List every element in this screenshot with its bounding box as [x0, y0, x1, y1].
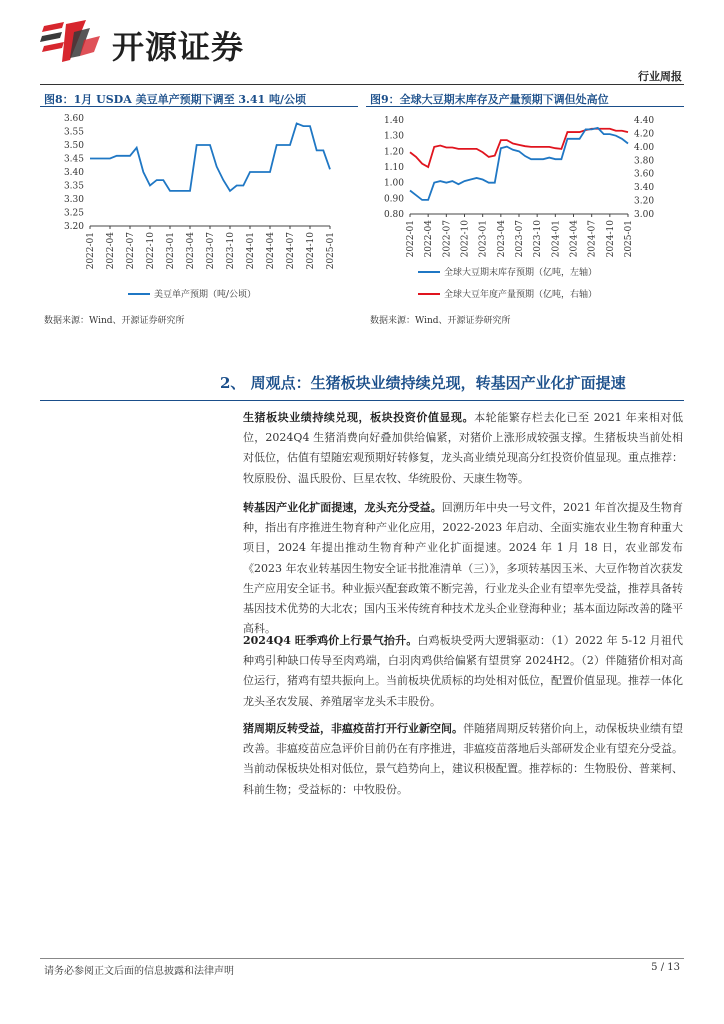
- y-tick-label: 3.25: [63, 208, 84, 219]
- figure9-chart: [366, 108, 686, 308]
- x-tick-label: 2024-07: [587, 220, 598, 258]
- figure9-title-underline: [366, 106, 684, 107]
- paragraph-hog-lead: 生猪板块业绩持续兑现，板块投资价值显现。: [243, 411, 475, 424]
- paragraph-gmo-body: 回溯历年中央一号文件，2021 年首次提及生物育种，指出有序推进生物育种产业化应用，2022-2023 年启动、全面实施农业生物育种重大项目，2024 年提出推动生物育种产业化扩面提速。2024 年 1 月 18 日，农业部发布《2023 年农业转基因生物安全证书批准清单（三）》，多项转基因玉米、大豆作物首次获发生产应用安全证书。种业振兴配套政策不断完善，行业龙头企业有望率先受益，推荐具备转基因技术优势的大北农；国内玉米传统育种技术龙头企业登海种业；基本面边际改善的隆平高科。: [243, 501, 683, 636]
- legend-label-yield: 美豆单产预期（吨/公顷）: [154, 290, 257, 300]
- y-left-tick-label: 1.00: [383, 178, 404, 189]
- y-tick-label: 3.60: [63, 114, 84, 124]
- x-tick-label: 2023-04: [186, 232, 196, 270]
- x-tick-label: 2024-10: [605, 219, 616, 258]
- y-tick-label: 3.20: [63, 222, 84, 232]
- logo-mark-icon: [40, 20, 104, 64]
- x-tick-label: 2022-04: [424, 220, 435, 258]
- x-tick-label: 2023-10: [533, 220, 544, 258]
- paragraph-vaccine-body: 伴随猪周期反转猪价向上，动保板块业绩有望改善。非瘟疫苗应急评价目前仍在有序推进，非瘟疫苗落地后头部研发企业有望充分受益。当前动保板块处相对低位，景气趋势向上，建议积极配置。推荐标的：生物股份、普莱柯、科前生物；受益标的：中牧股份。: [243, 722, 683, 796]
- figure8-source: 数据来源：Wind、开源证券研究所: [44, 316, 185, 326]
- x-tick-label: 2022-04: [106, 232, 116, 270]
- y-left-tick-label: 0.80: [383, 210, 404, 220]
- x-tick-label: 2024-04: [266, 232, 276, 270]
- x-tick-label: 2025-01: [624, 220, 634, 258]
- footer-divider: [40, 958, 684, 959]
- legend-label-stock: 全球大豆期末库存预期（亿吨，左轴）: [444, 268, 598, 278]
- figure8-title-underline: [40, 106, 358, 107]
- x-tick-label: 2025-01: [326, 232, 336, 270]
- y-right-tick-label: 3.20: [634, 196, 655, 207]
- paragraph-gmo-lead: 转基因产业化扩面提速，龙头充分受益。: [243, 501, 442, 514]
- paragraph-gmo: [243, 498, 683, 639]
- x-tick-label: 2022-10: [146, 232, 156, 270]
- footer-disclaimer: 请务必参阅正文后面的信息披露和法律声明: [44, 966, 234, 977]
- x-tick-label: 2023-01: [166, 232, 176, 270]
- paragraph-poultry-body: 白鸡板块受两大逻辑驱动：（1）2022 年 5-12 月祖代种鸡引种缺口传导至肉鸡端，白羽肉鸡供给偏紧有望贯穿 2024H2。（2）伴随猪价相对高位运行，猪鸡有望共振向上。当前板块优质标的均处相对低位，配置价值显现。推荐一体化龙头圣农发展、养殖屠宰龙头禾丰股份。: [243, 634, 683, 708]
- x-tick-label: 2024-10: [306, 232, 316, 270]
- paragraph-poultry: [243, 631, 683, 712]
- y-right-tick-label: 4.20: [634, 129, 655, 140]
- y-right-tick-label: 3.80: [634, 156, 655, 167]
- series-production-line: [410, 129, 628, 167]
- y-right-tick-label: 4.40: [634, 116, 655, 126]
- legend-label-production: 全球大豆年度产量预期（亿吨，右轴）: [444, 290, 598, 300]
- y-right-tick-label: 4.00: [634, 142, 655, 153]
- paragraph-vaccine-lead: 猪周期反转受益，非瘟疫苗打开行业新空间。: [243, 722, 463, 735]
- y-right-tick-label: 3.00: [634, 210, 655, 220]
- y-tick-label: 3.35: [63, 181, 84, 192]
- series-yield-line: [90, 123, 330, 190]
- paragraph-poultry-lead: 2024Q4 旺季鸡价上行景气抬升。: [243, 634, 418, 647]
- x-tick-label: 2023-10: [226, 232, 236, 270]
- y-tick-label: 3.55: [63, 127, 84, 138]
- section-divider: [40, 400, 684, 401]
- paragraph-hog-body: 本轮能繁存栏去化已至 2021 年来相对低位，2024Q4 生猪消费向好叠加供给偏紧，对猪价上涨形成较强支撑。生猪板块当前处相对低位，估值有望随宏观预期好转修复，龙头高业绩兑现高分红投资价值显现。重点推荐：牧原股份、温氏股份、巨星农牧、华统股份、天康生物等。: [243, 411, 683, 485]
- page-number: 5 / 13: [651, 962, 680, 973]
- logo-text: 开源证券: [112, 28, 245, 66]
- y-left-tick-label: 1.30: [383, 131, 404, 142]
- x-tick-label: 2023-04: [496, 220, 507, 258]
- x-tick-label: 2022-01: [86, 232, 96, 270]
- x-tick-label: 2023-07: [206, 232, 216, 270]
- series-stock-line: [410, 128, 628, 200]
- figure9-svg: [366, 108, 686, 308]
- y-tick-label: 3.40: [63, 168, 84, 178]
- y-tick-label: 3.45: [63, 154, 84, 165]
- paragraph-vaccine: [243, 719, 683, 800]
- y-left-tick-label: 1.20: [383, 147, 404, 158]
- x-tick-label: 2024-01: [246, 232, 256, 270]
- y-left-tick-label: 0.90: [383, 194, 404, 205]
- x-tick-label: 2024-07: [286, 232, 296, 270]
- x-tick-label: 2024-04: [569, 220, 580, 258]
- x-tick-label: 2024-01: [551, 220, 562, 258]
- x-tick-label: 2023-07: [515, 220, 525, 258]
- y-left-tick-label: 1.40: [383, 116, 404, 126]
- figure8-chart: [40, 108, 360, 308]
- y-tick-label: 3.50: [63, 141, 84, 151]
- figure9-source: 数据来源：Wind、开源证券研究所: [370, 316, 511, 326]
- x-tick-label: 2023-01: [478, 220, 489, 258]
- y-tick-label: 3.30: [63, 195, 84, 205]
- y-right-tick-label: 3.40: [634, 183, 655, 194]
- x-tick-label: 2022-07: [442, 220, 453, 258]
- figure9-title: 图9：全球大豆期末库存及产量预期下调但处高位: [370, 93, 609, 106]
- x-tick-label: 2022-07: [126, 232, 136, 270]
- figure8-svg: [40, 108, 360, 308]
- report-type-label: 行业周报: [638, 70, 682, 83]
- figure8-title: 图8：1月 USDA 美豆单产预期下调至 3.41 吨/公顷: [44, 93, 307, 106]
- x-tick-label: 2022-01: [406, 220, 416, 258]
- x-tick-label: 2022-10: [460, 220, 471, 258]
- header-divider: [40, 84, 684, 85]
- y-right-tick-label: 3.60: [634, 169, 655, 180]
- section-heading: 2、 周观点：生猪板块业绩持续兑现，转基因产业化扩面提速: [220, 374, 626, 392]
- paragraph-hog: [243, 408, 683, 489]
- y-left-tick-label: 1.10: [383, 163, 404, 173]
